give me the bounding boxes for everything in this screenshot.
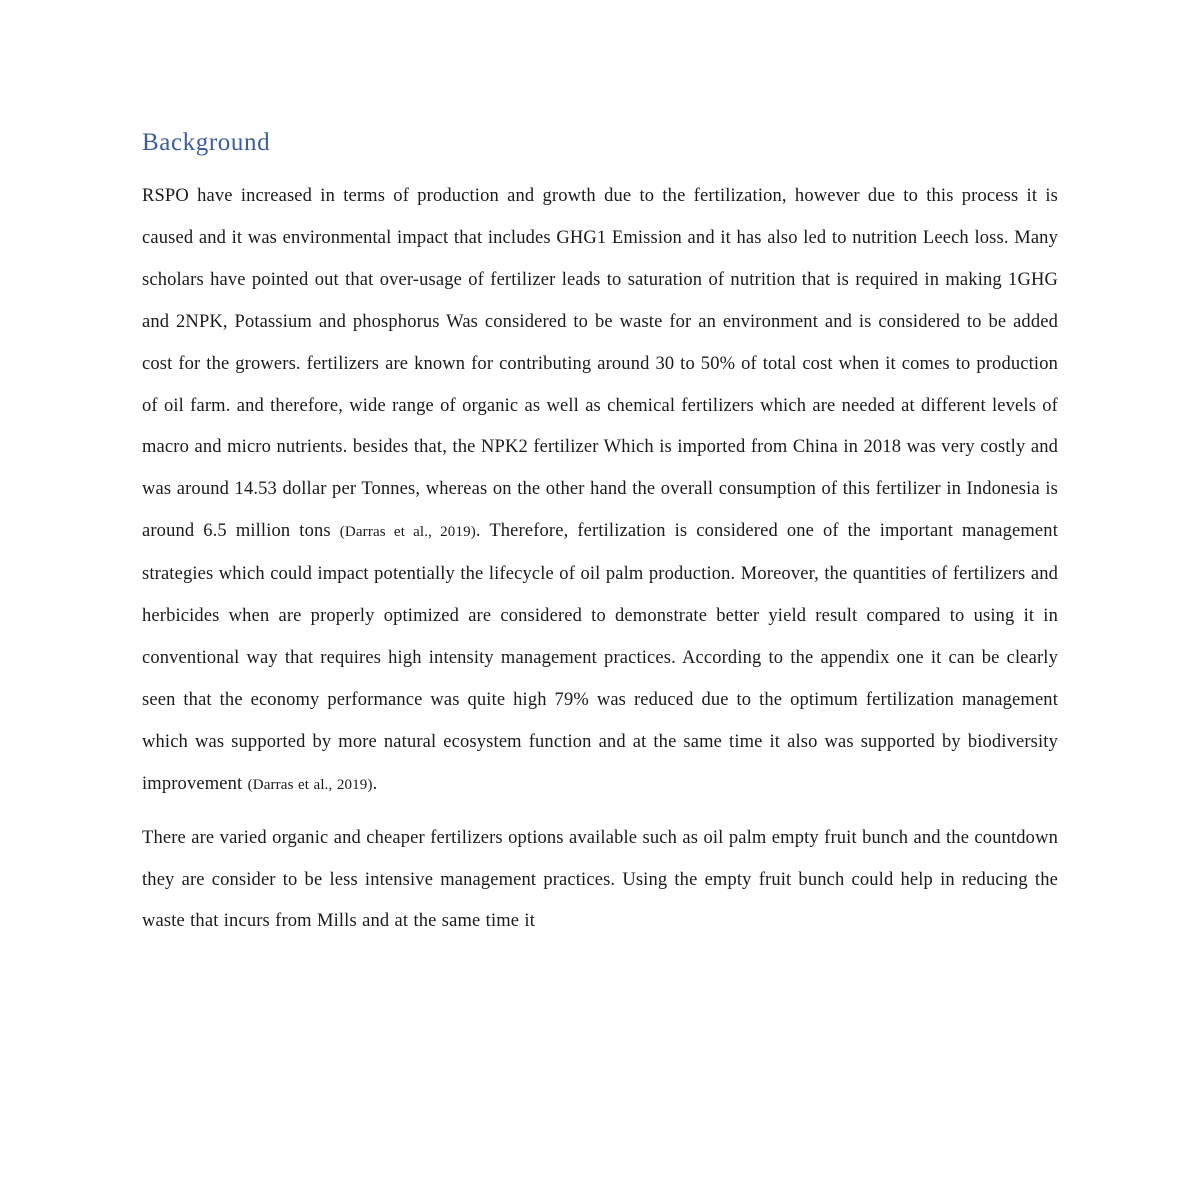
citation: (Darras et al., 2019) xyxy=(247,776,373,793)
citation: (Darras et al., 2019) xyxy=(339,524,476,541)
paragraph xyxy=(142,818,1058,944)
paragraph-text: . Therefore, fertilization is considered one of the important management strategies which could impact potentially the lifecycle of oil palm production. Moreover, the quantities of fertilizers and herbicides when are properly optimized are considered to demonstrate better yield result compared to using it in conventional way that requires high intensity management practices. According to the appendix one it can be clearly seen that the economy performance was quite high 79% was reduced due to the optimum fertilization management which was supported by more natural ecosystem function and at the same time it also was supported by biodiversity improvement xyxy=(142,521,1058,794)
paragraph xyxy=(142,176,1058,807)
paragraph-text: RSPO have increased in terms of production and growth due to the fertilization, however due to this process it is caused and it was environmental impact that includes GHG1 Emission and it has also led to nutrition Leech loss. Many scholars have pointed out that over-usage of fertilizer leads to saturation of nutrition that is required in making 1GHG and 2NPK, Potassium and phosphorus Was considered to be waste for an environment and is considered to be added cost for the growers. fertilizers are known for contributing around 30 to 50% of total cost when it comes to production of oil farm. and therefore, wide range of organic as well as chemical fertilizers which are needed at different levels of macro and micro nutrients. besides that, the NPK2 fertilizer Which is imported from China in 2018 was very costly and was around 14.53 dollar per Tonnes, whereas on the other hand the overall consumption of this fertilizer in Indonesia is around 6.5 million tons xyxy=(142,186,1058,542)
document-body xyxy=(142,126,1058,954)
section-heading: Background xyxy=(142,129,271,156)
paragraph-text: There are varied organic and cheaper fertilizers options available such as oil palm empty fruit bunch and the countdown they are consider to be less intensive management practices. Using the empty fruit bunch could help in reducing the waste that incurs from Mills and at the same time it xyxy=(142,827,1058,932)
paragraph-text: . xyxy=(372,773,378,794)
